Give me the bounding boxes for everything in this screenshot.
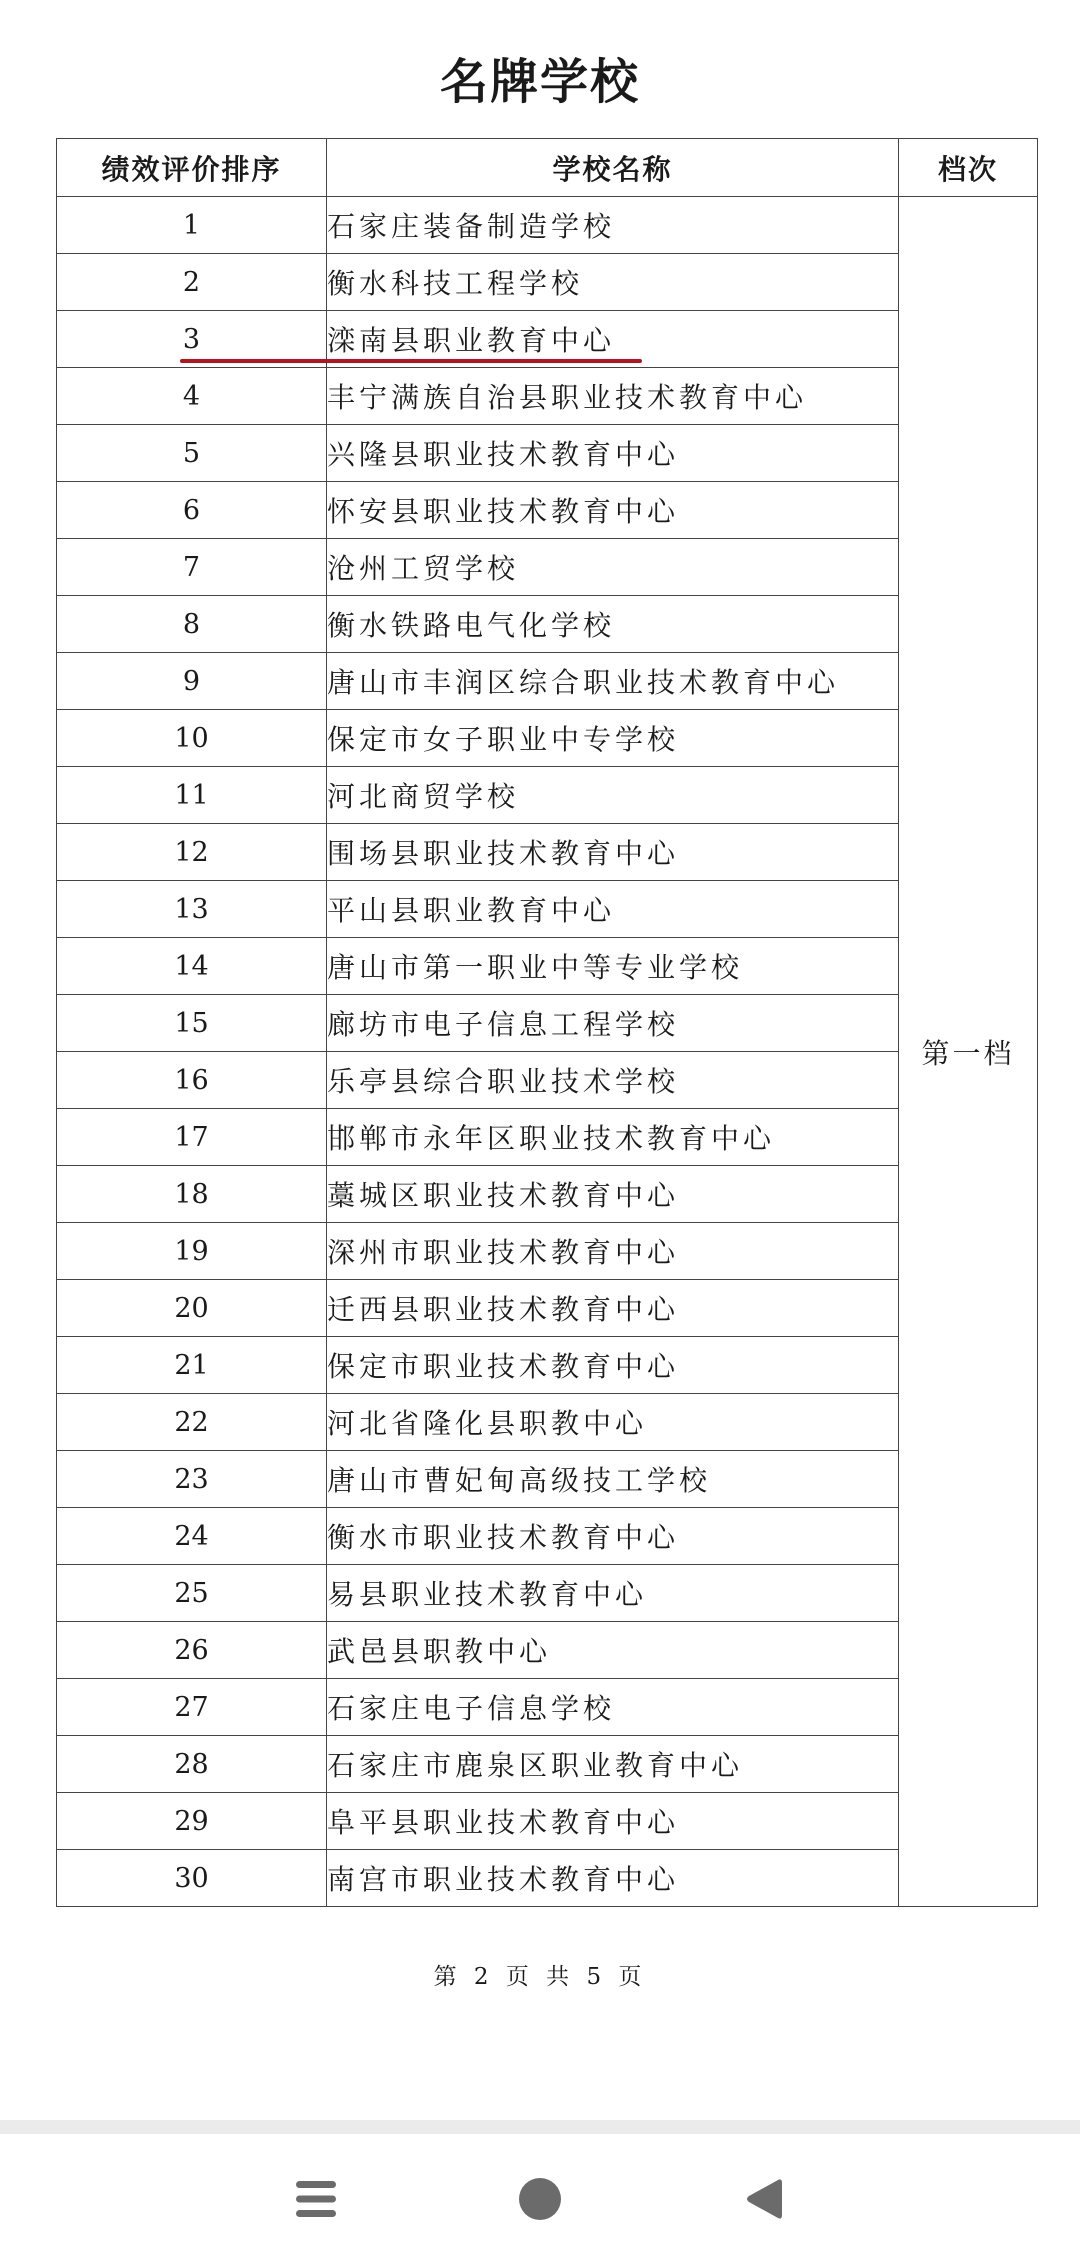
school-name-cell: 武邑县职教中心 xyxy=(327,1622,899,1679)
page-indicator: 第 2 页 共 5 页 xyxy=(433,1964,647,1990)
rank-cell: 21 xyxy=(57,1337,327,1394)
table-row xyxy=(57,1793,1038,1850)
school-name-cell: 保定市职业技术教育中心 xyxy=(327,1337,899,1394)
table-row xyxy=(57,1166,1038,1223)
table-row xyxy=(57,767,1038,824)
rank-cell: 6 xyxy=(57,482,327,539)
rank-cell: 13 xyxy=(57,881,327,938)
table-body xyxy=(57,197,1038,1907)
table-row xyxy=(57,425,1038,482)
school-name-cell: 衡水铁路电气化学校 xyxy=(327,596,899,653)
rank-cell: 22 xyxy=(57,1394,327,1451)
school-name-cell: 滦南县职业教育中心 xyxy=(327,311,899,368)
table-row xyxy=(57,1850,1038,1907)
school-name-cell: 河北商贸学校 xyxy=(327,767,899,824)
back-button[interactable] xyxy=(724,2166,804,2232)
table-row xyxy=(57,1679,1038,1736)
school-name-cell: 深州市职业技术教育中心 xyxy=(327,1223,899,1280)
table-row xyxy=(57,482,1038,539)
school-name-cell: 邯郸市永年区职业技术教育中心 xyxy=(327,1109,899,1166)
rank-cell: 15 xyxy=(57,995,327,1052)
page-title: 名牌学校 xyxy=(439,54,640,110)
rank-cell: 16 xyxy=(57,1052,327,1109)
school-name-cell: 丰宁满族自治县职业技术教育中心 xyxy=(327,368,899,425)
rank-cell: 23 xyxy=(57,1451,327,1508)
school-name-cell: 衡水市职业技术教育中心 xyxy=(327,1508,899,1565)
table-row xyxy=(57,1622,1038,1679)
column-header-rank: 绩效评价排序 xyxy=(57,139,327,197)
column-header-tier: 档次 xyxy=(899,139,1038,197)
column-header-school-name: 学校名称 xyxy=(327,139,899,197)
rank-cell: 2 xyxy=(57,254,327,311)
rank-cell: 1 xyxy=(57,197,327,254)
school-name-cell: 廊坊市电子信息工程学校 xyxy=(327,995,899,1052)
table-row xyxy=(57,596,1038,653)
school-name-cell: 沧州工贸学校 xyxy=(327,539,899,596)
school-name-cell: 易县职业技术教育中心 xyxy=(327,1565,899,1622)
rank-cell: 11 xyxy=(57,767,327,824)
school-name-cell: 石家庄装备制造学校 xyxy=(327,197,899,254)
school-name-cell: 围场县职业技术教育中心 xyxy=(327,824,899,881)
school-name-cell: 河北省隆化县职教中心 xyxy=(327,1394,899,1451)
rank-cell: 10 xyxy=(57,710,327,767)
school-name-cell: 南宫市职业技术教育中心 xyxy=(327,1850,899,1907)
table-row xyxy=(57,1052,1038,1109)
table-row xyxy=(57,539,1038,596)
school-ranking-table xyxy=(56,138,1038,1907)
table-row xyxy=(57,881,1038,938)
table-row xyxy=(57,1565,1038,1622)
rank-cell: 5 xyxy=(57,425,327,482)
menu-icon xyxy=(294,2178,338,2220)
rank-cell: 30 xyxy=(57,1850,327,1907)
table-row xyxy=(57,368,1038,425)
table-row xyxy=(57,1337,1038,1394)
school-name-cell: 唐山市曹妃甸高级技工学校 xyxy=(327,1451,899,1508)
school-name-cell: 藁城区职业技术教育中心 xyxy=(327,1166,899,1223)
table-row xyxy=(57,1736,1038,1793)
table-row xyxy=(57,254,1038,311)
rank-cell: 24 xyxy=(57,1508,327,1565)
school-name-cell: 石家庄市鹿泉区职业教育中心 xyxy=(327,1736,899,1793)
table-row xyxy=(57,1451,1038,1508)
rank-cell: 19 xyxy=(57,1223,327,1280)
school-name-cell: 乐亭县综合职业技术学校 xyxy=(327,1052,899,1109)
table-row xyxy=(57,824,1038,881)
table-row xyxy=(57,1394,1038,1451)
rank-cell: 4 xyxy=(57,368,327,425)
rank-cell: 25 xyxy=(57,1565,327,1622)
school-name-cell: 迁西县职业技术教育中心 xyxy=(327,1280,899,1337)
school-name-cell: 保定市女子职业中专学校 xyxy=(327,710,899,767)
recent-apps-button[interactable] xyxy=(276,2166,356,2232)
rank-cell: 14 xyxy=(57,938,327,995)
table-row xyxy=(57,1508,1038,1565)
school-name-cell: 兴隆县职业技术教育中心 xyxy=(327,425,899,482)
school-name-cell: 怀安县职业技术教育中心 xyxy=(327,482,899,539)
nav-bar-divider xyxy=(0,2120,1080,2134)
table-header-row xyxy=(57,139,1038,197)
rank-cell: 18 xyxy=(57,1166,327,1223)
school-name-cell: 唐山市第一职业中等专业学校 xyxy=(327,938,899,995)
rank-cell: 28 xyxy=(57,1736,327,1793)
rank-cell: 27 xyxy=(57,1679,327,1736)
rank-cell: 29 xyxy=(57,1793,327,1850)
school-name-cell: 唐山市丰润区综合职业技术教育中心 xyxy=(327,653,899,710)
home-button[interactable] xyxy=(500,2166,580,2232)
table-row xyxy=(57,995,1038,1052)
rank-cell: 12 xyxy=(57,824,327,881)
table-row xyxy=(57,653,1038,710)
highlight-underline-mark xyxy=(180,359,642,363)
table-row xyxy=(57,197,1038,254)
table-row xyxy=(57,1109,1038,1166)
school-name-cell: 石家庄电子信息学校 xyxy=(327,1679,899,1736)
school-name-cell: 平山县职业教育中心 xyxy=(327,881,899,938)
rank-cell: 26 xyxy=(57,1622,327,1679)
tier-cell: 第一档 xyxy=(899,197,1038,1907)
rank-cell: 7 xyxy=(57,539,327,596)
rank-cell: 9 xyxy=(57,653,327,710)
rank-cell: 8 xyxy=(57,596,327,653)
table-row xyxy=(57,938,1038,995)
home-icon xyxy=(517,2176,563,2222)
rank-cell: 17 xyxy=(57,1109,327,1166)
system-navigation-bar xyxy=(0,2134,1080,2264)
table-row xyxy=(57,710,1038,767)
back-icon xyxy=(744,2176,784,2222)
school-name-cell: 阜平县职业技术教育中心 xyxy=(327,1793,899,1850)
rank-cell: 3 xyxy=(57,311,327,368)
table-row xyxy=(57,1280,1038,1337)
table-row xyxy=(57,1223,1038,1280)
rank-cell: 20 xyxy=(57,1280,327,1337)
school-name-cell: 衡水科技工程学校 xyxy=(327,254,899,311)
